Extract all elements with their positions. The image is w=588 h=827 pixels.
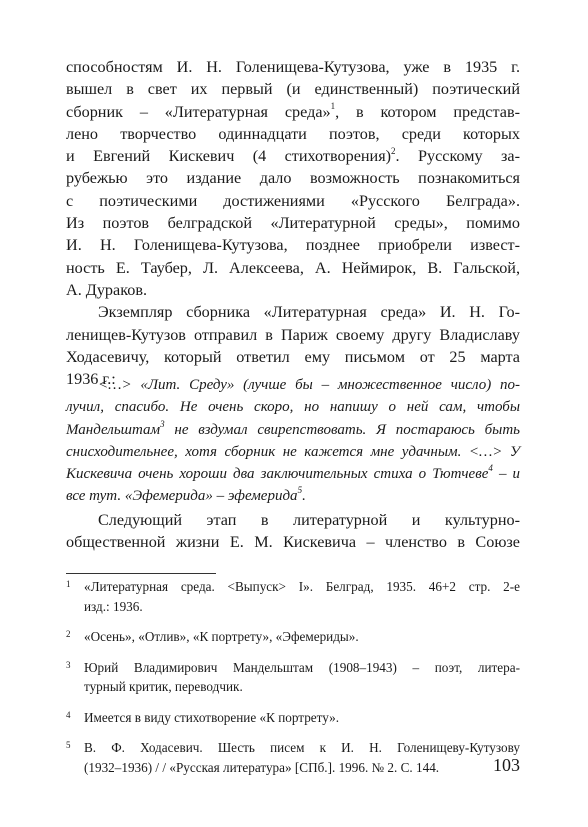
footnote-ref[interactable]: 2: [391, 145, 396, 156]
footnote: [66, 627, 520, 647]
text-line: Ходасевичу, который ответил ему письмом от 25 марта: [66, 347, 520, 366]
text-line: А. Дураков.: [66, 280, 148, 299]
text-line: И. Н. Голенищева-Кутузова, позднее приобрели извест-: [66, 236, 520, 255]
footnote-line: «Литературная среда. <Выпуск> I». Белград, 1935. 46+2 стр. 2-е: [84, 579, 520, 594]
quote-line: <…> «Лит. Среду» (лучше бы – множественное число) по-: [98, 377, 520, 393]
footnotes: [66, 575, 520, 777]
following-paragraph: [66, 509, 520, 554]
text-line: Экземпляр сборника «Литературная среда» И. Н. Го-: [98, 303, 520, 322]
text-line: Следующий этап в литературной и культурно-: [98, 511, 520, 529]
text-line: с поэтическими достижениями «Русского Белграда».: [66, 191, 520, 210]
quote-line: все тут. «Эфемерида» – эфемерида$^5$.: [66, 485, 306, 505]
footnote: [66, 708, 520, 728]
text-line: и Евгений Кискевич (4 стихотворения)$^2$. Русскому за-: [66, 145, 520, 166]
footnote-line: Имеется в виду стихотворение «К портрету».: [84, 709, 340, 725]
quote-line: снисходительнее, хотя сборник не кажется мне удачным. <…> У: [66, 443, 520, 460]
footnote-ref[interactable]: 5: [297, 485, 303, 496]
footnote-number: 1: [66, 579, 71, 589]
footnote-line: «Осень», «Отлив», «К портрету», «Эфемериды».: [84, 629, 359, 644]
footnote-divider: [66, 573, 216, 574]
text-line: лено творчество одиннадцати поэтов, среди которых: [66, 124, 520, 143]
footnote-line: турный критик, переводчик.: [84, 679, 243, 694]
text-line: 1936 г.:: [66, 370, 116, 389]
footnote-number: 5: [66, 740, 71, 750]
text-line: сборник – «Литературная среда»$^1$, в котором представ-: [66, 101, 520, 121]
footnote-ref[interactable]: 4: [488, 463, 493, 474]
text-line: рубежью это издание дало возможность познакомиться: [66, 169, 520, 188]
quote-line: лучил, спасибо. Не очень скоро, но напишу о ней сам, чтобы: [66, 399, 520, 416]
footnote-line: (1932–1936) / / «Русская литература» [СПб.]. 1996. № 2. С. 144.: [84, 759, 440, 775]
main-text: [66, 56, 520, 390]
text-line: ленищев-Кутузов отправил в Париж своему другу Владиславу: [66, 325, 520, 344]
footnote: [66, 577, 520, 616]
footnote-ref[interactable]: 1: [330, 101, 336, 112]
footnote-line: В. Ф. Ходасевич. Шесть писем к И. Н. Голенищеву-Кутузову: [84, 740, 520, 755]
text-line: вышел в свет их первый (и единственный) поэтический: [66, 80, 520, 99]
text-line: способностям И. Н. Голенищева-Кутузова, уже в 1935 г.: [66, 58, 520, 76]
footnote: [66, 658, 520, 697]
footnote-number: 4: [66, 709, 71, 720]
footnote-number: 2: [66, 629, 71, 639]
quote-line: Мандельштам$^3$ не вздумал свирепствовать. Я постараюсь быть: [66, 418, 520, 438]
text-line: ность Е. Таубер, Л. Алексеева, А. Неймирок, В. Гальской,: [66, 258, 520, 277]
block-quote: [66, 374, 520, 508]
text-line: общественной жизни Е. М. Кискевича – членство в Союзе: [66, 533, 520, 552]
quote-line: Кискевича очень хороши два заключительных стиха о Тютчеве$^4$ – и: [66, 463, 520, 483]
footnote-number: 3: [66, 659, 71, 670]
footnote: [66, 738, 520, 777]
footnote-ref[interactable]: 3: [160, 418, 165, 429]
text-line: Из поэтов белградской «Литературной среды», помимо: [66, 214, 520, 233]
page-number: 103: [493, 755, 520, 775]
footnote-line: Юрий Владимирович Мандельштам (1908–1943) – поэт, литера-: [84, 659, 520, 675]
footnote-line: изд.: 1936.: [84, 598, 143, 614]
